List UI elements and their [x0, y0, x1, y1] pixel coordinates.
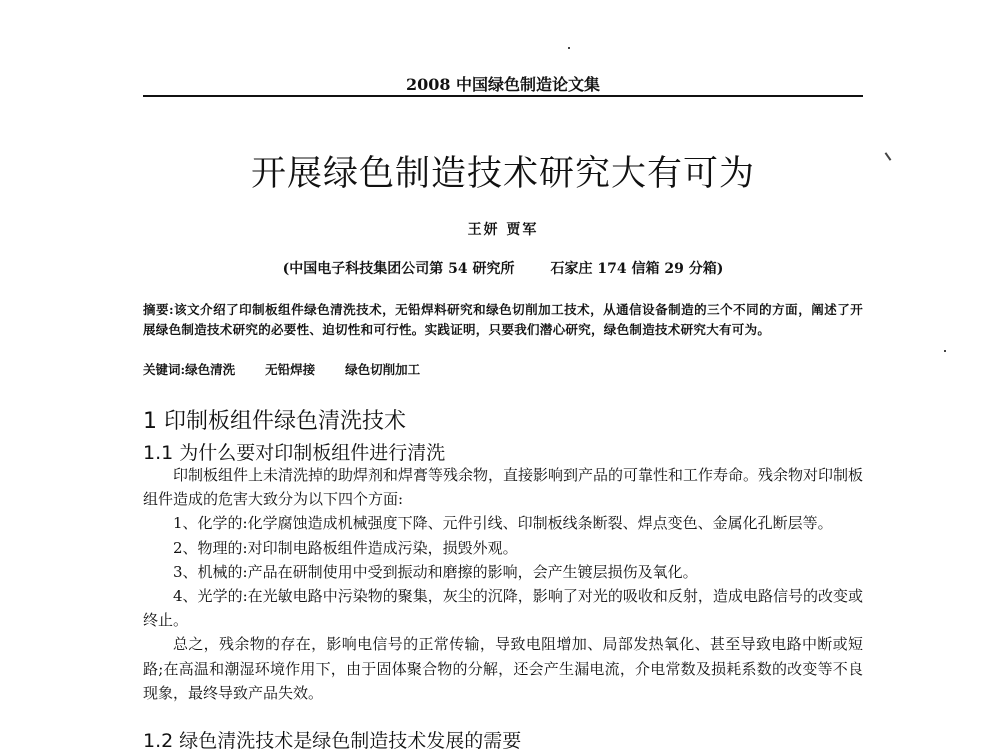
running-header: 2008 中国绿色制造论文集: [405, 75, 601, 94]
paragraph: 3、机械的:产品在研制使用中受到振动和磨擦的影响，会产生镀层损伤及氧化。: [173, 562, 698, 581]
paragraph: 1、化学的:化学腐蚀造成机械强度下降、元件引线、印制板线条断裂、焊点变色、金属化孔断层等。: [173, 514, 833, 533]
authors: 王妍 贾军: [467, 222, 539, 238]
scan-speck: [944, 350, 946, 352]
affiliation-address: 石家庄 174 信箱 29 分箱): [550, 261, 724, 277]
affiliation-org: (中国电子科技集团公司第 54 研究所: [282, 261, 515, 277]
paragraph: 总之，残余物的存在，影响电信号的正常传输，导致电阻增加、局部发热氧化、甚至导致电路中断或短路;在高温和潮湿环境作用下，由于固体聚合物的分解，还会产生漏电流，介电常数及损耗系数的改变等不良现象，最终导致产品失效。: [143, 635, 863, 702]
paragraph: 印制板组件上未清洗掉的助焊剂和焊膏等残余物，直接影响到产品的可靠性和工作寿命。残余物对印制板组件造成的危害大致分为以下四个方面:: [143, 466, 864, 509]
scan-speck: [885, 152, 892, 161]
subsection-heading: 1.2 绿色清洗技术是绿色制造技术发展的需要: [143, 730, 522, 752]
paper-title: 开展绿色制造技术研究大有可为: [250, 154, 755, 194]
body-text: [143, 463, 863, 705]
header-rule: [143, 95, 863, 97]
keyword: 无铅焊接: [265, 362, 316, 377]
section-heading: 1 印制板组件绿色清洗技术: [143, 409, 406, 434]
affiliation: [143, 258, 863, 278]
subsection-heading: 1.1 为什么要对印制板组件进行清洗: [143, 442, 446, 464]
keywords-label: 关键词:: [143, 362, 186, 377]
abstract: 摘要:该文介绍了印制板组件绿色清洗技术，无铅焊料研究和绿色切削加工技术，从通信设备制造的三个不同的方面，阐述了开展绿色制造技术研究的必要性、迫切性和可行性。实践证明，只要我们潜心研究，绿色制造技术研究大有可为。: [143, 302, 863, 337]
paragraph: 2、物理的:对印制电路板组件造成污染，损毁外观。: [173, 538, 518, 557]
keyword: 绿色清洗: [185, 362, 236, 377]
keywords: [143, 360, 863, 379]
keyword: 绿色切削加工: [345, 362, 421, 377]
scan-speck: [568, 47, 570, 49]
paragraph: 4、光学的:在光敏电路中污染物的聚集，灰尘的沉降，影响了对光的吸收和反射，造成电路信号的改变或终止。: [143, 587, 863, 630]
